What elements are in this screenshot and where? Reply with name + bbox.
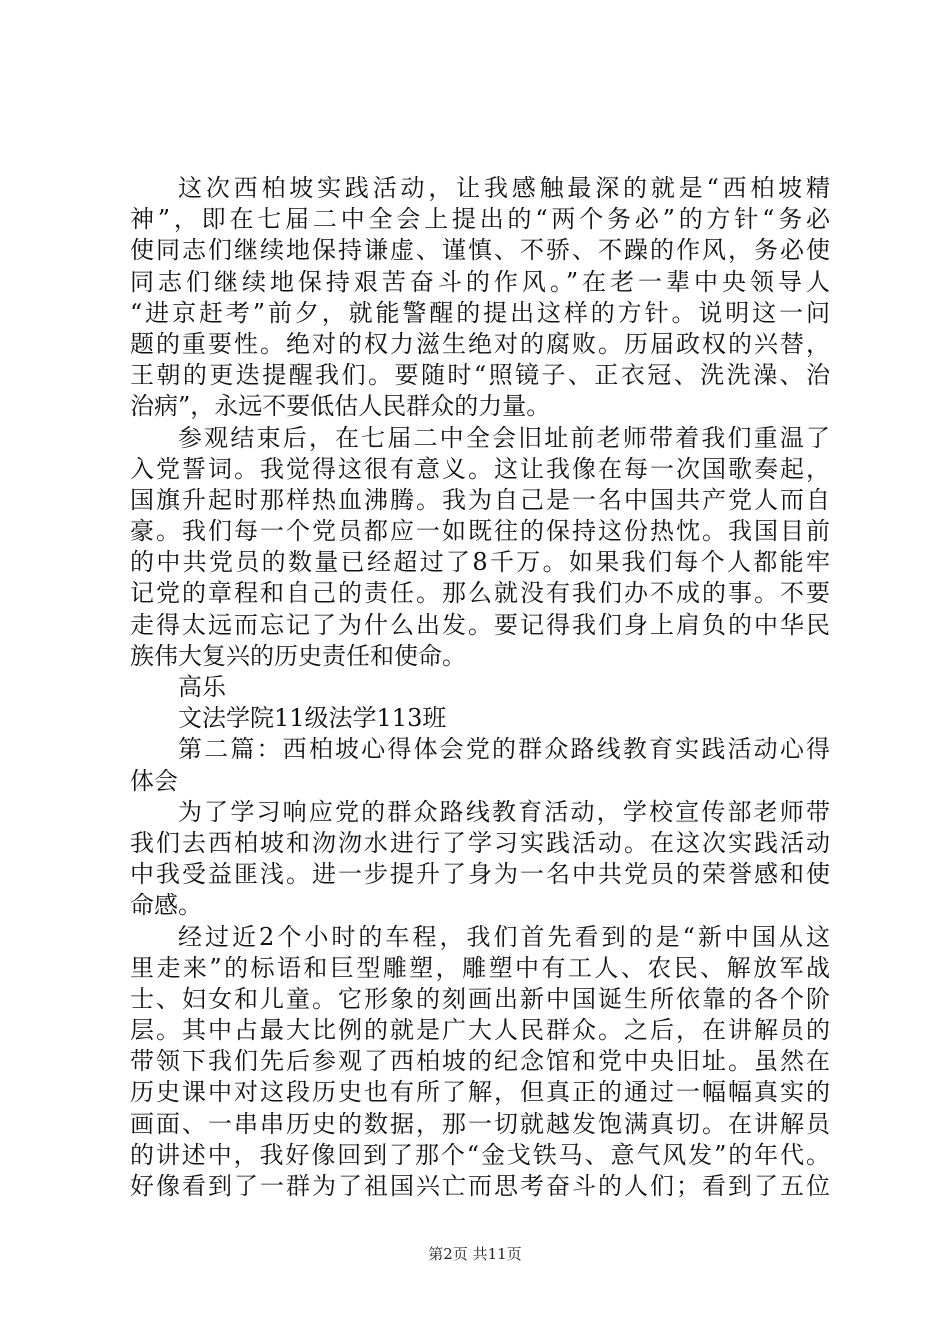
paragraph-line: 命感。 (130, 891, 202, 920)
paragraph-line: 的中共党员的数量已经超过了8千万。如果我们每个人都能牢 (130, 548, 830, 577)
paragraph-line: 画面、一串串历史的数据，那一切就越发饱满真切。在讲解员 (130, 1109, 830, 1138)
paragraph-line: 历史课中对这段历史也有所了解，但真正的通过一幅幅真实的 (130, 1078, 830, 1107)
author-class: 文法学院11级法学113班 (178, 704, 447, 733)
paragraph-line: 的讲述中，我好像回到了那个“金戈铁马、意气风发”的年代。 (130, 1140, 830, 1169)
page-number: 第2页 共11页 (428, 1245, 522, 1263)
page-footer (0, 1244, 950, 1264)
paragraph-line: 经过近2个小时的车程，我们首先看到的是“新中国从这 (178, 922, 830, 951)
document-body (130, 173, 830, 1202)
paragraph-line: 层。其中占最大比例的就是广大人民群众。之后，在讲解员的 (130, 1016, 830, 1045)
paragraph-line: 入党誓词。我觉得这很有意义。这让我像在每一次国歌奏起， (130, 454, 830, 483)
paragraph-line: 参观结束后，在七届二中全会旧址前老师带着我们重温了 (178, 423, 830, 452)
paragraph-line: 士、妇女和儿童。它形象的刻画出新中国诞生所依靠的各个阶 (130, 984, 830, 1013)
paragraph-line: 同志们继续地保持艰苦奋斗的作风。”在老一辈中央领导人 (130, 267, 830, 296)
paragraph-line: 豪。我们每一个党员都应一如既往的保持这份热忱。我国目前 (130, 517, 830, 546)
paragraph-line: 带领下我们先后参观了西柏坡的纪念馆和党中央旧址。虽然在 (130, 1047, 830, 1076)
paragraph-line: 神”，即在七届二中全会上提出的“两个务必”的方针“务必 (130, 205, 830, 234)
paragraph-line: 我们去西柏坡和沕沕水进行了学习实践活动。在这次实践活动 (130, 828, 830, 857)
paragraph-line: 题的重要性。绝对的权力滋生绝对的腐败。历届政权的兴替， (130, 329, 830, 358)
paragraph-line: 治病”，永远不要低估人民群众的力量。 (130, 392, 551, 421)
paragraph-line: 国旗升起时那样热血沸腾。我为自己是一名中国共产党人而自 (130, 485, 830, 514)
section-heading-continued: 体会 (130, 766, 178, 795)
paragraph-line: 族伟大复兴的历史责任和使命。 (130, 641, 466, 670)
section-heading: 第二篇：西柏坡心得体会党的群众路线教育实践活动心得 (178, 735, 830, 764)
paragraph-line: 这次西柏坡实践活动，让我感触最深的就是“西柏坡精 (178, 174, 830, 202)
paragraph-line: 走得太远而忘记了为什么出发。要记得我们身上肩负的中华民 (130, 610, 830, 639)
paragraph-line: “进京赶考”前夕，就能警醒的提出这样的方针。说明这一问 (130, 298, 830, 327)
paragraph-line: 好像看到了一群为了祖国兴亡而思考奋斗的人们；看到了五位 (130, 1172, 830, 1200)
paragraph-line: 里走来”的标语和巨型雕塑，雕塑中有工人、农民、解放军战 (130, 953, 830, 982)
paragraph-line: 记党的章程和自己的责任。那么就没有我们办不成的事。不要 (130, 579, 830, 608)
paragraph-line: 中我受益匪浅。进一步提升了身为一名中共党员的荣誉感和使 (130, 860, 830, 889)
author-name: 高乐 (178, 673, 226, 701)
paragraph-line: 王朝的更迭提醒我们。要随时“照镜子、正衣冠、洗洗澡、治 (130, 361, 830, 390)
paragraph-line: 使同志们继续地保持谦虚、谨慎、不骄、不躁的作风，务必使 (130, 236, 830, 265)
paragraph-line: 为了学习响应党的群众路线教育活动，学校宣传部老师带 (178, 797, 830, 826)
